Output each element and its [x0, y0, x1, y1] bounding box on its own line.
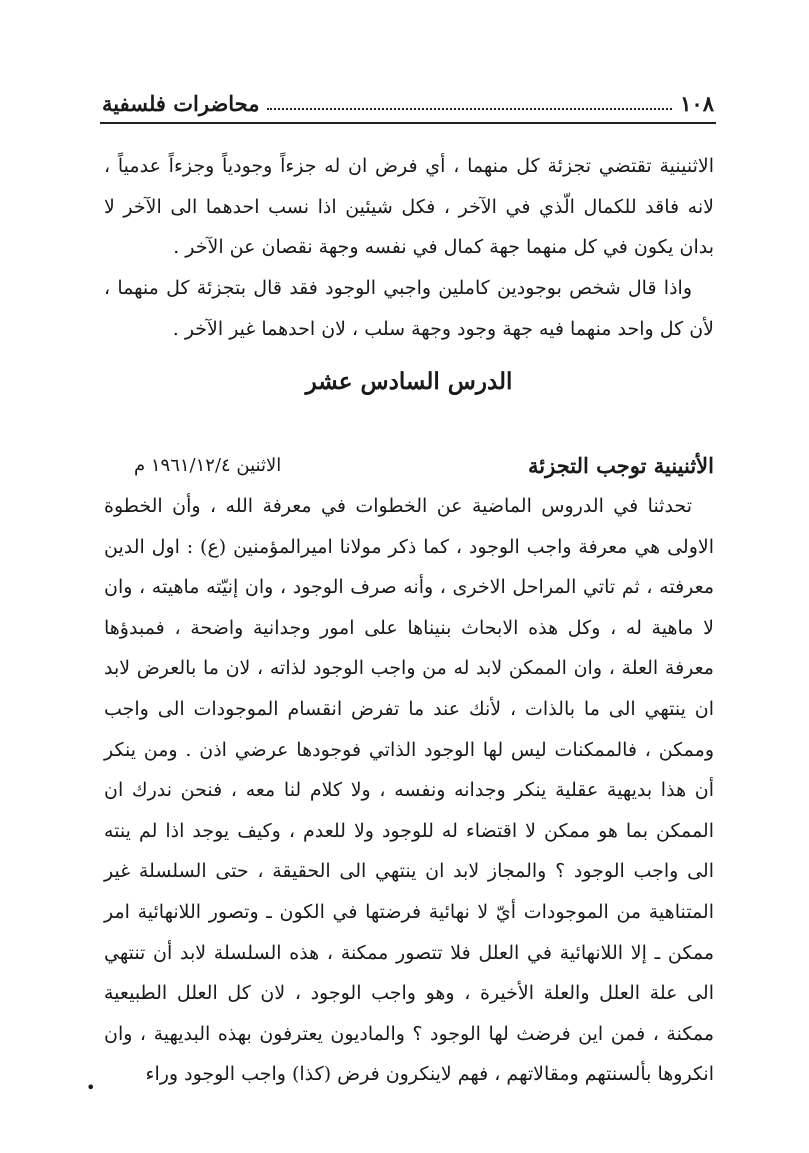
header-dot-leader [267, 107, 672, 110]
section-topic: الأثنينية توجب التجزئة [528, 452, 714, 478]
main-paragraph: تحدثنا في الدروس الماضية عن الخطوات في معرفة الله ، وأن الخطوة الاولى هي معرفة واجب الوجود ، كما ذكر مولانا اميرالمؤمنين (ع) : اول الدين معرفته ، ثم تاتي المراحل الاخرى ، وأنه صرف الوجود ، وان إنيّته ماهيته ، وان لا ماهية له ، وكل هذه الابحاث بنيناها على امور وجدانية واضحة ، فمبدؤها معرفة العلة ، وان الممكن لابد له من واجب الوجود لذاته ، لان ما بالعرض لابد ان ينتهي الى ما بالذات ، لأنك عند ما تفرض انقسام الموجودات الى واجب وممكن ، فالممكنات ليس لها الوجود الذاتي فوجودها عرضي اذن . ومن ينكر أن هذا بديهية عقلية ينكر وجدانه ونفسه ، ولا كلام لنا معه ، فنحن ندرك ان الممكن بما هو ممكن لا اقتضاء له للوجود ولا للعدم ، وكيف يوجد اذا لم ينته الى واجب الوجود ؟ والمجاز لابد ان ينتهي الى الحقيقة ، حتى السلسلة غير المتناهية من الموجودات أيّ لا نهائية فرضتها في الكون ـ وتصور اللانهائية امر ممكن ـ إلا اللانهائية في العلل فلا تتصور ممكنة ، هذه السلسلة لابد أن تنتهي الى علة العلل والعلة الأخيرة ، وهو واجب الوجود ، لان كل العلل الطبيعية ممكنة ، فمن اين فرضث لها الوجود ؟ والماديون يعترفون بهذه البديهية ، وان انكروها بألسنتهم ومقالاتهم ، فهم لاينكرون فرض (كذا) واجب الوجود وراء [104, 495, 714, 1086]
lecture-date: الاثنين ١٩٦١/١٢/٤ م [134, 454, 282, 476]
paragraph: الاثنينية تقتضي تجزئة كل منهما ، أي فرض ان له جزءاً وجودياً وجزءاً عدمياً ، لانه فاقد للكمال الّذي في الآخر ، فكل شيئين اذا نسب احدهما الى الآخر لا بدان يكون في كل منهما جهة كمال في نفسه وجهة نقصان عن الآخر . [104, 155, 714, 258]
page-number: ١٠٨ [680, 90, 714, 116]
header-rule [100, 122, 716, 124]
margin-mark: • [86, 1078, 96, 1097]
section-subheading [104, 448, 714, 482]
paragraph: واذا قال شخص بوجودين كاملين واجبي الوجود فقد قال بتجزئة كل منهما ، لأن كل واحد منهما فيه جهة وجود وجهة سلب ، لان احدهما غير الآخر . [104, 277, 714, 340]
running-title: محاضرات فلسفية [102, 90, 260, 116]
lesson-title: الدرس السادس عشر [305, 368, 513, 395]
page-header [102, 86, 714, 120]
